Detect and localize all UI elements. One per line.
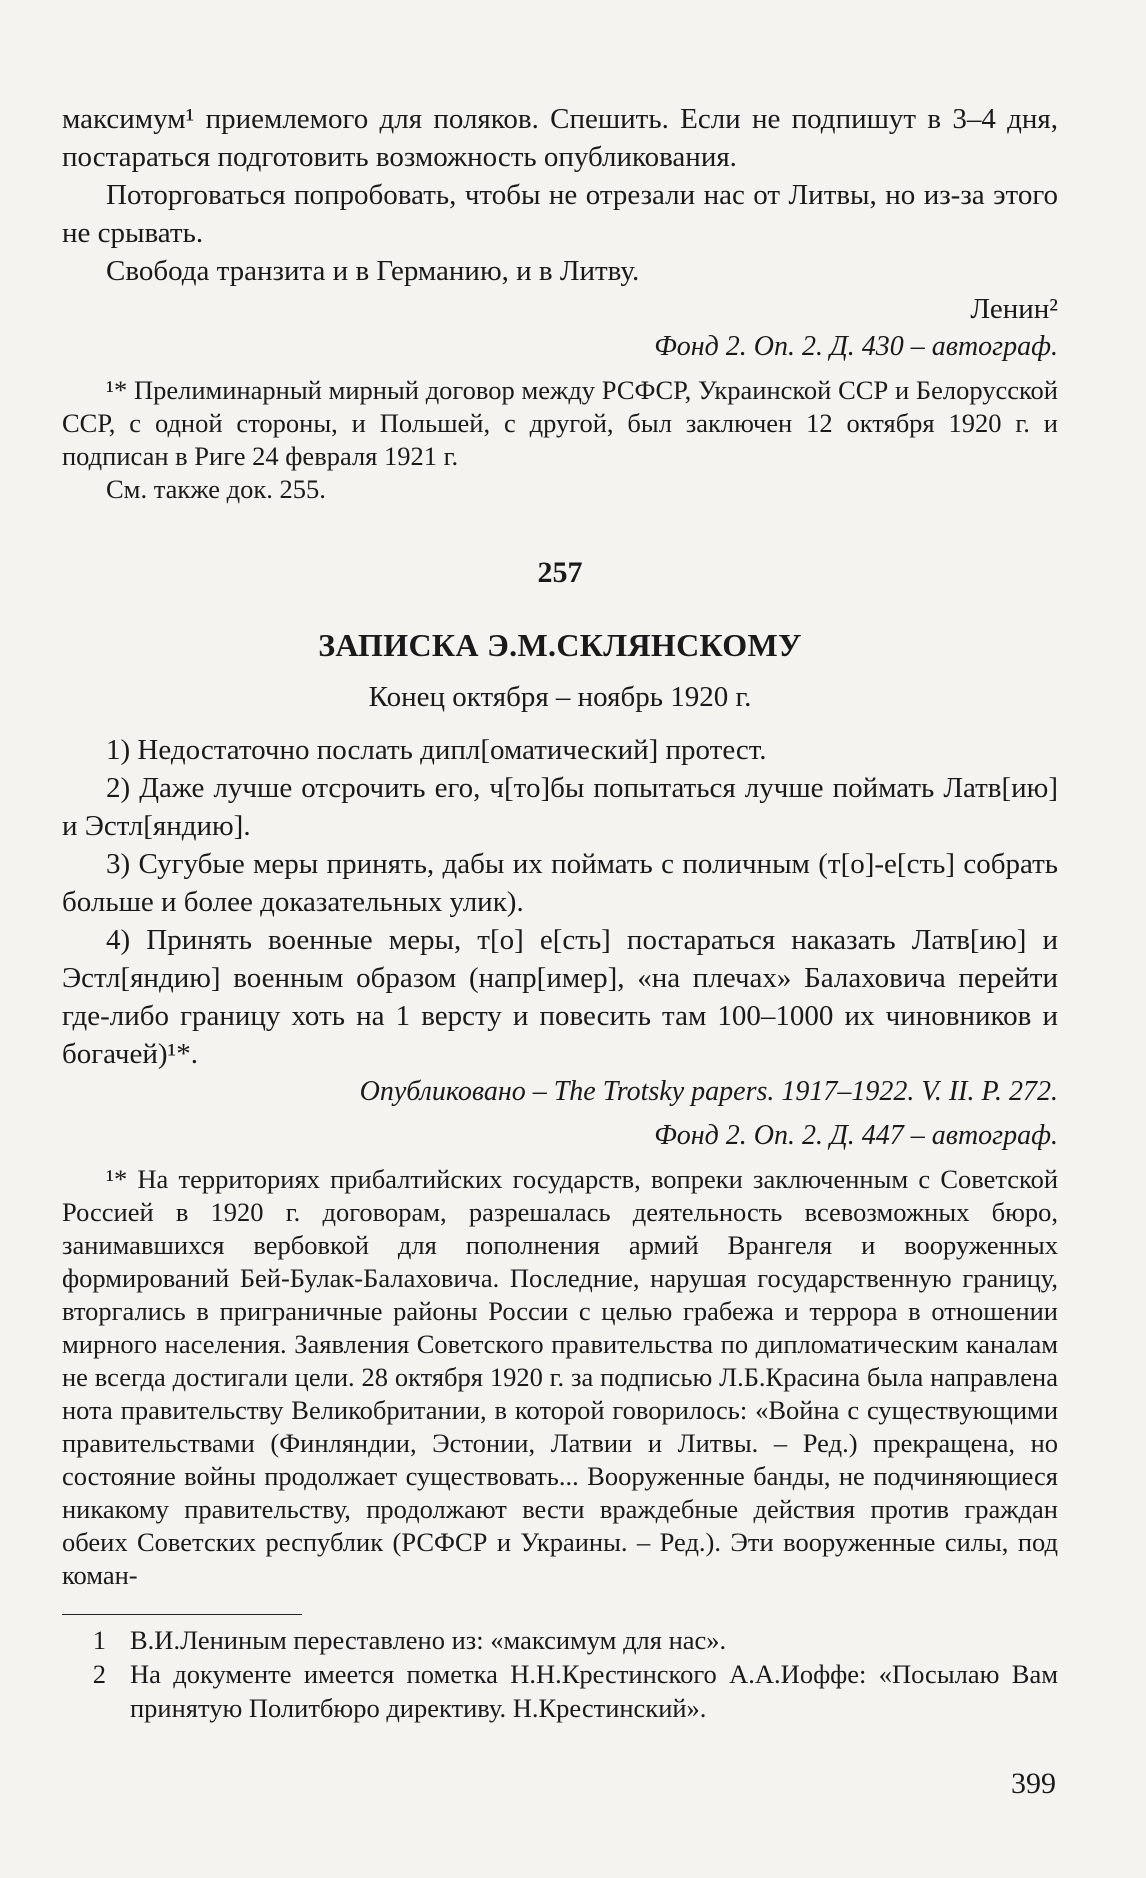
doc257-item-3: 3) Сугубые меры принять, дабы их поймать с поличным (т[о]-е[сть] собрать больше и более доказательных улик). [62,848,1058,918]
footnote-1 [62,1623,1058,1657]
doc257-item-1: 1) Недостаточно послать дипл[оматический] протест. [106,734,767,766]
footnote-1-mark: 1 [92,1625,106,1655]
document-title: ЗАПИСКА Э.М.СКЛЯНСКОМУ [318,627,802,663]
doc256-paragraph-3: Свобода транзита и в Германию, и в Литву. [106,255,640,287]
page-number: 399 [1011,1767,1056,1800]
footnote-1-text: В.И.Лениным переставлено из: «максимум для нас». [130,1625,727,1655]
footnote-separator [62,1614,302,1615]
document-number: 257 [537,556,583,589]
doc256-paragraph-2: Поторговаться попробовать, чтобы не отрезали нас от Литвы, но из-за этого не срывать. [62,179,1058,249]
doc256-source: Фонд 2. Оп. 2. Д. 430 – автограф. [654,331,1058,362]
doc257-published: Опубликовано – The Trotsky papers. 1917–1922. V. II. P. 272. [359,1076,1058,1107]
doc257-note-text: ¹* На территориях прибалтийских государств, вопреки заключенным с Советской Россией в 1920 г. договорам, разрешалась деятельность всевозможных бюро, занимавшихся вербовкой для пополнения армий Врангеля и вооруженных формирований Бей-Булак-Балаховича. Последние, нарушая государственную границу, вторгались в приграничные районы России с целью грабежа и террора в отношении мирного населения. Заявления Советского правительства по дипломатическим каналам не всегда достигали цели. 28 октября 1920 г. за подписью Л.Б.Красина была направлена нота правительству Великобритании, в которой говорилось: «Война с существующими правительствами (Финляндии, Эстонии, Латвии и Литвы. – Ред.) прекращена, но состояние войны продолжает существовать... Вооруженные банды, не подчиняющиеся никакому правительству, продолжают вести враждебные действия против граждан обеих Советских республик (РСФСР и Украины. – Ред.). Эти вооруженные силы, под коман- [62,1164,1058,1590]
doc256-note-1: ¹* Прелиминарный мирный договор между РСФСР, Украинской ССР и Белорусской ССР, с одной стороны, и Польшей, с другой, был заключен 12 октября 1920 г. и подписан в Риге 24 февраля 1921 г. [62,375,1058,471]
doc257-note [62,1163,1058,1592]
doc257-item-2: 2) Даже лучше отсрочить его, ч[то]бы попытаться лучше поймать Латв[ию] и Эстл[яндию]. [62,772,1058,842]
footnote-2-text: На документе имеется пометка Н.Н.Крестинского А.А.Иоффе: «Посылаю Вам принятую Политбюро директиву. Н.Крестинский». [130,1659,1058,1723]
doc256-signature: Ленин² [970,293,1058,325]
doc256-text [62,100,1058,328]
doc257-source: Фонд 2. Оп. 2. Д. 447 – автограф. [654,1120,1058,1151]
doc256-paragraph-1: максимум¹ приемлемого для поляков. Спешить. Если не подпишут в 3–4 дня, постараться подготовить возможность опубликования. [62,103,1058,173]
footnote-2 [62,1657,1058,1725]
doc257-text [62,731,1058,1073]
document-date: Конец октября – ноябрь 1920 г. [368,681,752,713]
doc257-item-4: 4) Принять военные меры, т[о] е[сть] постараться наказать Латв[ию] и Эстл[яндию] военным образом (напр[имер], «на плечах» Балаховича перейти где-либо границу хоть на 1 версту и повесить там 100–1000 их чиновников и богачей)¹*. [62,924,1058,1070]
footnote-2-mark: 2 [92,1659,106,1689]
doc256-note-2: См. также док. 255. [106,474,326,504]
doc256-note [62,374,1058,506]
